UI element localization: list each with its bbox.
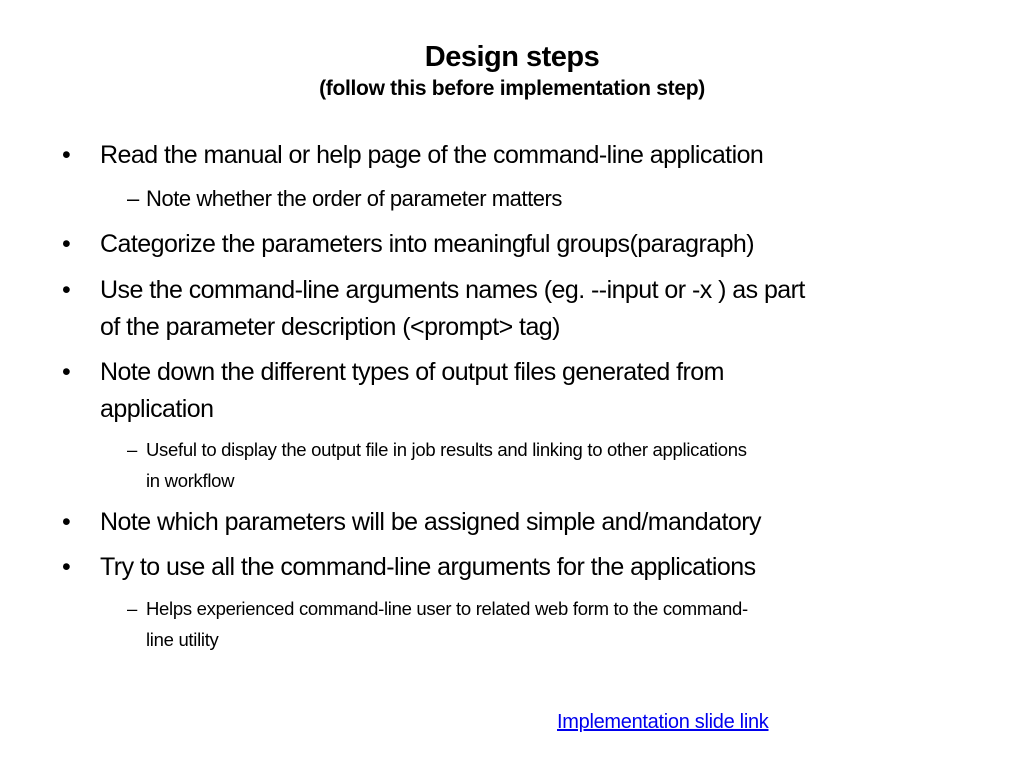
implementation-slide-link[interactable]: Implementation slide link	[557, 711, 769, 733]
bullet-item-mandatory: Note which parameters will be assigned simple and/mandatory	[100, 508, 761, 536]
bullet-marker: •	[62, 276, 71, 304]
bullet-item-argument-names-line1: Use the command-line arguments names (eg. --input or -x ) as part	[100, 276, 805, 304]
slide-title: Design steps	[424, 41, 600, 73]
bullet-item-output-types-line2: application	[100, 395, 214, 423]
bullet-marker: •	[62, 553, 71, 581]
bullet-item-categorize: Categorize the parameters into meaningful groups(paragraph)	[100, 230, 755, 258]
slide-subtitle: (follow this before implementation step)	[319, 77, 705, 100]
dash-marker: –	[127, 598, 137, 619]
bullet-item-output-types-line1: Note down the different types of output files generated from	[100, 358, 724, 386]
sub-item-experienced-users-line1: Helps experienced command-line user to related web form to the command-	[146, 598, 748, 619]
bullet-marker: •	[62, 508, 71, 536]
dash-marker: –	[127, 439, 137, 460]
sub-item-parameter-order: Note whether the order of parameter matters	[146, 186, 562, 211]
bullet-item-all-arguments: Try to use all the command-line arguments for the applications	[100, 553, 756, 581]
sub-item-experienced-users-line2: line utility	[146, 629, 219, 650]
sub-item-output-display-line1: Useful to display the output file in job results and linking to other applications	[146, 439, 747, 460]
bullet-marker: •	[62, 141, 71, 169]
dash-marker: –	[127, 186, 139, 211]
bullet-marker: •	[62, 358, 71, 386]
bullet-item-argument-names-line2: of the parameter description (<prompt> tag)	[100, 313, 560, 341]
bullet-marker: •	[62, 230, 71, 258]
sub-item-output-display-line2: in workflow	[146, 470, 235, 491]
bullet-item-read-manual: Read the manual or help page of the command-line application	[100, 141, 764, 169]
